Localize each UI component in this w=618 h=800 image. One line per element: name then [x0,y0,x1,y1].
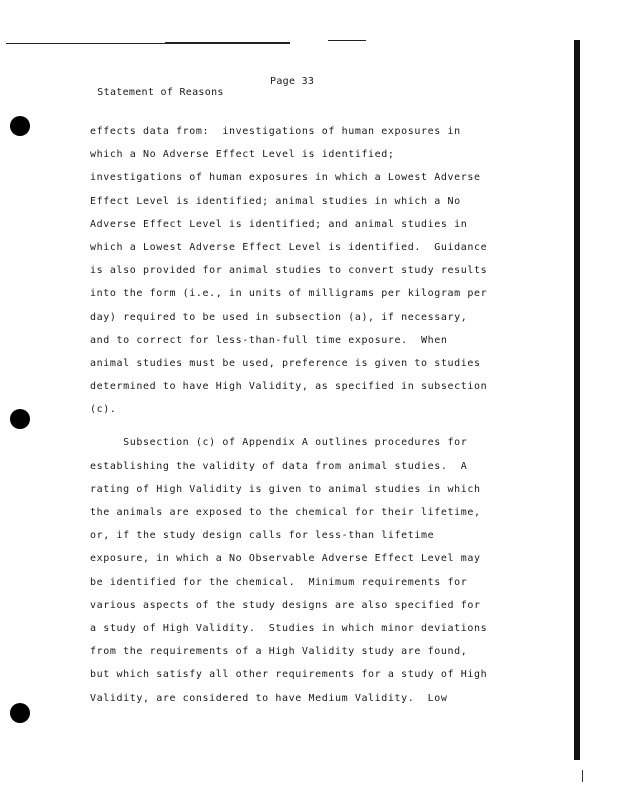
text-line: establishing the validity of data from animal studies. A [90,460,468,472]
text-line: or, if the study design calls for less-than lifetime [90,530,435,542]
body-text [90,120,560,710]
paragraph [90,431,560,709]
text-line: Subsection (c) of Appendix A outlines procedures for [90,437,468,449]
punch-hole [10,703,30,723]
header-title: Statement of Reasons [97,87,224,98]
scan-rule-line [328,40,366,41]
text-line: which a Lowest Adverse Effect Level is identified. Guidance [90,241,488,253]
paragraph-gap [90,421,560,431]
text-line: into the form (i.e., in units of milligrams per kilogram per [90,288,488,300]
text-line: rating of High Validity is given to animal studies in which [90,483,481,495]
page-number: Page 33 [270,76,315,87]
text-line: and to correct for less-than-full time exposure. When [90,334,448,346]
text-line: various aspects of the study designs are also specified for [90,599,481,611]
scan-edge-mark [582,770,583,782]
text-line: which a No Adverse Effect Level is identified; [90,149,395,161]
text-line: animal studies must be used, preference is given to studies [90,357,481,369]
text-line: but which satisfy all other requirements for a study of High [90,669,488,681]
text-line: effects data from: investigations of human exposures in [90,126,461,137]
running-header [72,76,315,120]
text-line: exposure, in which a No Observable Adverse Effect Level may [90,553,481,565]
text-line: investigations of human exposures in which a Lowest Adverse [90,172,481,184]
text-line: a study of High Validity. Studies in which minor deviations [90,622,488,634]
text-line: from the requirements of a High Validity study are found, [90,646,468,658]
scan-edge-shadow [574,40,580,760]
punch-hole [10,409,30,429]
text-line: Effect Level is identified; animal studies in which a No [90,195,461,207]
text-line: is also provided for animal studies to convert study results [90,265,488,277]
text-line: Validity, are considered to have Medium Validity. Low [90,692,448,704]
text-line: determined to have High Validity, as specified in subsection [90,381,488,393]
text-line: Adverse Effect Level is identified; and animal studies in [90,218,468,230]
text-line: day) required to be used in subsection (a), if necessary, [90,311,468,323]
text-line: (c). [90,404,117,416]
punch-hole [10,116,30,136]
text-line: the animals are exposed to the chemical for their lifetime, [90,507,481,518]
scan-rule-line [165,42,290,44]
paragraph [90,120,560,421]
text-line: be identified for the chemical. Minimum requirements for [90,576,468,588]
